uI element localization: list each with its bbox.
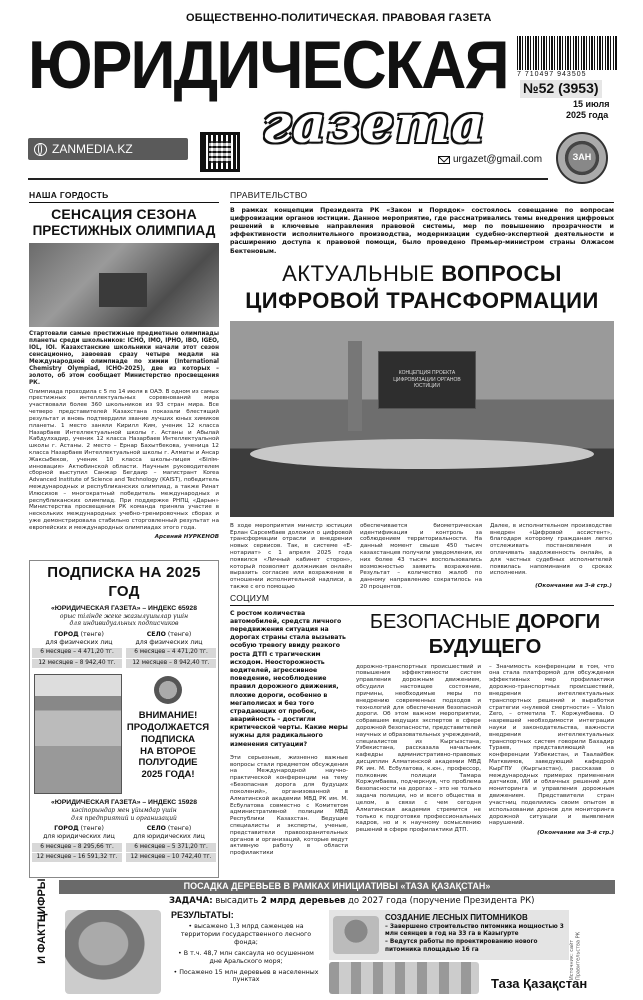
village-label: СЕЛО: [146, 630, 166, 638]
city2-label: ГОРОД: [54, 825, 79, 833]
social-section-label: СОЦИУМ: [230, 593, 614, 606]
index1-sub1: орыс тілінде жеке жазылушылар үшін: [59, 612, 189, 620]
pride-article: [29, 190, 219, 558]
gov-continued: (Окончание на 3-й стр.): [535, 583, 612, 590]
gov-lead: В рамках концепции Президента РК «Закон и Порядок» состоялось совещание по вопросам цифровизации органов юстиции. Данное мероприятие, где рассматривались темы внедрения цифровых решений в ключевые направления правовой системы, мер по повышению прозрачности и эффективности исполнительного производства, модернизации судебно-экспертной деятельности и расширению доступа к правовой помощи, было проведено Премьер-министром страны Олжасом Бектеновым.: [230, 206, 614, 255]
index2-sub2: для предприятий и организаций: [71, 814, 177, 822]
city2-sub: для юридических лиц: [43, 833, 115, 841]
badge-text: ЗАН: [572, 152, 592, 163]
task-label: ЗАДАЧА:: [169, 896, 213, 906]
trees-banner-text: ПОСАДКА ДЕРЕВЬЕВ В РАМКАХ ИНИЦИАТИВЫ «ТАЗА ҚАЗАҚСТАН»: [183, 881, 491, 892]
social-lead: С ростом количества автомобилей, средств личного передвижения ситуация на дорогах страны стала вызывать особую тревогу ввиду резкого роста ДТП с трагическим исходом. Неосторожность водителей, агрессивное поведение, несоблюдение правил дорожного движения, плохие дороги, особенно в мегаполисах и без того страдающих от пробок, аварийность – достигли критической черты. Какие меры нужны для радикального изменения ситуации?: [230, 609, 348, 748]
village2-sub: для юридических лиц: [133, 833, 205, 841]
facts-side-label: [29, 880, 57, 996]
task-text-1: высадить: [215, 896, 259, 906]
gov-section-label: ПРАВИТЕЛЬСТВО: [230, 190, 614, 203]
nursery-1: – Завершено строительство питомника мощностью 3 млн сеянцев в год на 33 га в Казыгурте: [385, 924, 564, 938]
award-badge: [556, 132, 608, 184]
issue-date: 15 июля: [573, 99, 610, 109]
envelope-icon: [438, 156, 450, 164]
result-1: • высажено 1,3 млрд саженцев на территории государственного лесного фонда;: [180, 923, 312, 946]
social-continued: (Окончание на 3-й стр.): [537, 830, 614, 837]
pride-body: Олимпиада проходила с 5 по 14 июля в ОАЭ. В одном из самых престижных интеллектуальных соревнований мира участвовали более 360 школьников из 93 стран мира. Все четверо представителей Казахстана показали блестящий результат и вновь подтвердили звание лучших юных химиков планеты. 1 место заняли Кирилл Ким, ученик 12 класса Назарбаев Интеллектуальной школы г. Астаны и Абылай Кабдулхадир, ученик 12 класса Назарбаев Интеллектуальной школы г. Астаны. 2 место – Ернар Бахытбекова, ученица 12 класса Назарбаев Интеллектуальной школы г. Алматы и Ансар Жаксыбеков, ученик 10 класса школы-лицея «Білім-инновация» Актюбинской области. Научным руководителем сборной выступил Санжар Бегдаир – магистрант Korea Advanced Institute of Science and Technology (KAIST), победитель международных и республиканских олимпиад, а также Ринат Илюсизов – многократный победитель международных и республиканских олимпиад. При поддержке РНПЦ «Дарын» Министерства просвещения РК команда приняла участие в нескольких международных учебно-тренировочных сборах и уже демонстрировала стабильно сторговленный результат на европейских и международных олимпиадах этого года.: [29, 388, 219, 531]
trees-source: Источник: сайт Правительства РК: [569, 931, 582, 980]
price-city-6m: 6 месяцев – 4 471,20 тг.: [32, 648, 122, 657]
trees-section: [29, 880, 615, 996]
gov-article: [230, 190, 614, 590]
village-sub: для физических лиц: [135, 638, 203, 646]
social-headline-1a: БЕЗОПАСНЫЕ: [369, 610, 511, 633]
globe-icon: [34, 143, 47, 156]
masthead: [0, 0, 643, 190]
flag: [348, 341, 362, 431]
gov-headline-1b: ВОПРОСЫ: [441, 260, 562, 286]
issue-number: №52 (3953): [520, 80, 602, 98]
pride-headline-1: СЕНСАЦИЯ СЕЗОНА: [51, 205, 197, 222]
subscription-title: ПОДПИСКА НА 2025 ГОД: [47, 564, 201, 600]
index1-title: «ЮРИДИЧЕСКАЯ ГАЗЕТА» – ИНДЕКС 65928: [50, 604, 197, 612]
email-contact[interactable]: [438, 154, 542, 167]
pride-headline-2: ПРЕСТИЖНЫХ ОЛИМПИАД: [32, 223, 216, 239]
pride-author: Арсений НУРКЕНОВ: [154, 533, 219, 540]
facts-label-1: ЦИФРЫ: [36, 878, 49, 923]
trees-banner: [59, 880, 615, 894]
issue-year: 2025 года: [566, 110, 609, 120]
masthead-tagline: ОБЩЕСТВЕННО-ПОЛИТИЧЕСКАЯ. ПРАВОВАЯ ГАЗЕТА: [186, 12, 492, 24]
gov-headline-1a: АКТУАЛЬНЫЕ: [282, 260, 435, 286]
nursery-icon: [333, 916, 379, 954]
social-col2: дорожно-транспортных происшествий и повышения эффективности систем управления дорожным движением, обсудили настоящее состояние, причины, необходимые меры по внедрению современных подходов и технологий для обеспечения безопасной дороги. Об этом важном мероприятии, собравшем ведущих экспертов в сфере дорожной безопасности, представителей научных и образовательных учреждений, специалистов из Кыргызстана, Узбекистана, рассказала начальник кафедры административно-правовых дисциплин Алматинской академии МВД РК им. М. Есбулатова, к.юн., профессор, полковник полиции Тамара Коржумбаева, подчеркнув, что проблема безопасности на дорогах – это не только задача полиции, но и всего общества в целом, а связи с чем сегодня Алматинская академия стремится не только к подготовке профессиональных кадров, но и к научному осмыслению решений в сфере профилактики ДТП.: [356, 663, 481, 834]
subscription-emblem: [154, 676, 182, 704]
social-headline-2: БУДУЩЕГО: [428, 635, 542, 658]
city-unit: (тенге): [80, 630, 104, 638]
result-3: • Посажено 15 млн деревьев в населенных пунктах: [173, 968, 319, 984]
price2-city-6m: 6 месяцев – 8 295,66 тг.: [32, 843, 122, 852]
index1-sub2: для индивидуальных подписчиков: [69, 620, 179, 628]
price2-village-6m: 6 месяцев – 5 371,20 тг.: [126, 843, 216, 852]
price-city-12m: 12 месяцев – 8 942,40 тг.: [32, 659, 122, 668]
index2-sub1: кәсіпорындар мен ұйымдар үшін: [71, 807, 177, 815]
taza-logo-text: Таза Қазақстан: [491, 976, 588, 991]
task-bold: 2 млрд деревьев: [261, 896, 346, 906]
gov-headline-2: ЦИФРОВОЙ ТРАНСФОРМАЦИИ: [245, 288, 599, 314]
price-village-6m: 6 месяцев – 4 471,20 тг.: [126, 648, 216, 657]
social-article: [230, 593, 614, 857]
results-title: РЕЗУЛЬТАТЫ:: [171, 910, 234, 920]
social-headline-1b: ДОРОГИ: [516, 610, 601, 633]
city-label: ГОРОД: [54, 630, 79, 638]
email-link[interactable]: urgazet@gmail.com: [453, 154, 543, 165]
attention-1: ВНИМАНИЕ!: [138, 709, 198, 721]
social-headline-1: [356, 610, 614, 635]
nursery-box: [329, 910, 569, 960]
screen-text: КОНЦЕПЦИЯ ПРОЕКТА ЦИФРОВИЗАЦИИ ОРГАНОВ ЮСТИЦИИ: [393, 370, 461, 389]
index2-title: «ЮРИДИЧЕСКАЯ ГАЗЕТА» – ИНДЕКС 15928: [50, 798, 197, 806]
village2-unit: (тенге): [167, 825, 192, 833]
city-sub: для физических лиц: [45, 638, 113, 646]
price-village-12m: 12 месяцев – 8 942,40 тг.: [126, 659, 216, 668]
price2-city-12m: 12 месяцев – 16 591,32 тг.: [32, 853, 122, 862]
task-text-2: до 2027 года (поручение Президента РК): [348, 896, 535, 906]
attention-2: ПРОДОЛЖАЕТСЯ: [126, 721, 210, 733]
gov-col2: обеспечивается биометрическая идентификация и контроль за соблюдением территориальности. На данный момент свыше 450 тысяч казахстанцев получили уведомления, из них более 43 тысяч воспользовались возможностью заявить возражение. Результат – количество жалоб по данному направлению сократилось на 20 процентов.: [360, 522, 482, 591]
olympiad-photo: [29, 243, 219, 327]
social-col1: Эти серьезные, жизненно важные вопросы стали предметом обсуждения на Международной научно-практической конференции на тему «Безопасная дорога для будущих поколений», организованной в Алматинской академии МВД РК им. М. Есбулатова совместно с Комитетом административной полиции МВД Республики Казахстан. Ведущие специалисты и эксперты, ученые, представители правоохранительных органов и организаций, которые ведут активную работу в области профилактики: [230, 754, 348, 857]
pride-lead: Стартовали самые престижные предметные олимпиады планеты среди школьников: ICHO, IMO, IPHO, IBO, IGEO, IOL, IOI. Казахстанские школьники начали этот сезон сенсационно, завоевав сразу четыре медали на Международной олимпиаде по химии (International Chemistry Olympiad, ICHO-2025), две из которых – золото, об этом сообщает Министерство просвещения РК.: [29, 331, 219, 386]
nursery-title: СОЗДАНИЕ ЛЕСНЫХ ПИТОМНИКОВ: [385, 913, 528, 922]
meeting-photo: [230, 321, 614, 517]
barcode: [517, 36, 617, 70]
gov-col3: Далее, в исполнительном производстве внедрен «Цифровой ассистент», благодаря которому гражданам легко отслеживать постановления и оплачивать задолженность онлайн, а для частных судебных исполнителей появилась напоминания о сроках исполнения.: [490, 522, 612, 577]
tree-illustration-right: [329, 962, 479, 994]
barcode-number: 7 710497 943505: [517, 71, 587, 78]
newspaper-thumbnail: [34, 674, 122, 794]
results-box: [171, 910, 321, 984]
attention-6: 2025 ГОДА!: [141, 769, 195, 781]
attention-3: ПОДПИСКА: [140, 733, 196, 745]
nursery-2: – Ведутся работы по проектированию нового питомника площадью 16 га: [385, 939, 538, 953]
presentation-screen: [378, 351, 476, 409]
price2-village-12m: 12 месяцев – 10 742,40 тг.: [126, 853, 216, 862]
masthead-script-title: газета: [262, 94, 486, 155]
masthead-title: ЮРИДИЧЕСКАЯ: [28, 27, 508, 103]
website-link[interactable]: ZANMEDIA.KZ: [52, 141, 133, 156]
city2-unit: (тенге): [80, 825, 104, 833]
village-unit: (тенге): [167, 630, 192, 638]
social-col3: – Значимость конференции в том, что она стала платформой для обсуждения эффективных мер профилактики дорожно-транспортных происшествий, внедрения интеллектуальных транспортных решений и выработки стратегии «нулевой смертности» – Vision Zero, – отметила Т. Коржумбаева. О назревшей необходимости интеграции науки и законодательства, важности внедрения интеллектуальных транспортных систем говорили Бахадир Тураев, представляющий на конференции Узбекистан, и Таалайбек Матквимов, заведующий кафедрой КырГПУ (Кыргызстан), рассказав о международных примерах применения датчиков, ИИ и облачных решений для мониторинга и управления дорожным движением. Представители стран участниц поделились своим опытом в использовании дронов для мониторинга дорожной ситуации и выявления нарушений.: [489, 663, 614, 827]
tree-illustration-left: [65, 910, 161, 994]
attention-4: НА ВТОРОЕ: [140, 745, 196, 757]
pride-section-label: НАША ГОРДОСТЬ: [29, 190, 219, 203]
subscription-box: [29, 560, 219, 878]
gov-col1: В ходе мероприятия министр юстиции Ерлан Сарсембаев доложил о цифровой трансформации отрасли и внедрении новых сервисов. Так, в системе «Е-нотариат» с 1 апреля 2025 года появился «Личный кабинет сторон», который позволяет должникам онлайн выразить согласие или возражение в отношении исполнительной надписи, а также с его помощью: [230, 522, 352, 591]
qr-code[interactable]: [200, 132, 240, 172]
facts-label-2: И ФАКТЫ: [36, 911, 49, 964]
masthead-rule: [28, 178, 548, 180]
attention-5: ПОЛУГОДИЕ: [138, 757, 198, 769]
website-bar[interactable]: [28, 138, 188, 160]
village2-label: СЕЛО: [146, 825, 166, 833]
trees-task: [169, 896, 534, 907]
result-2: • В т.ч. 48,7 млн саксаула но осушенном дне Аральского моря;: [178, 949, 314, 965]
gov-headline-1: [230, 260, 614, 288]
